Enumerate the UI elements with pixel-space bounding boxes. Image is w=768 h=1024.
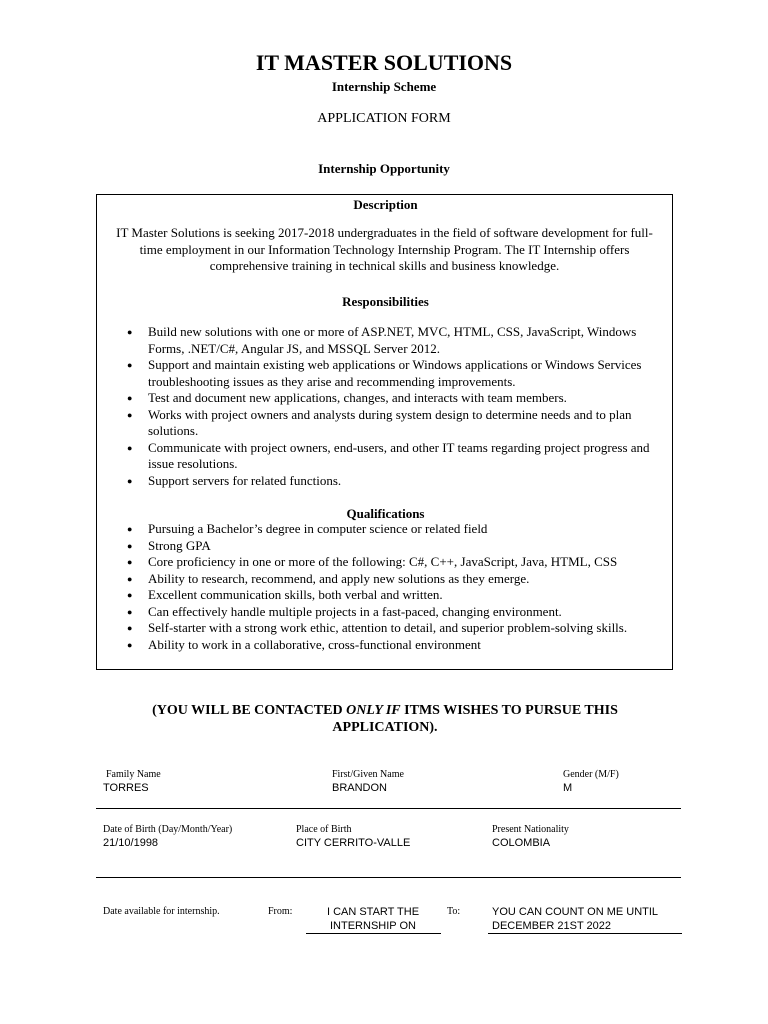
form-title: APPLICATION FORM: [317, 111, 451, 126]
qualification-item: ● Strong GPA: [97, 538, 674, 555]
to-label: To:: [447, 906, 461, 917]
dob-value[interactable]: 21/10/1998: [103, 837, 159, 849]
from-label: From:: [268, 906, 293, 917]
responsibility-item: ● Support and maintain existing web applications or Windows applications or Windows Services troubleshooting issues as they arise and recommending improvements.: [97, 357, 674, 390]
pob-label: Place of Birth: [296, 824, 352, 835]
row-divider: [96, 808, 681, 809]
notice-text-after: ITMS WISHES TO PURSUE THIS APPLICATION).: [332, 703, 618, 735]
from-value[interactable]: I CAN START THE INTERNSHIP ON: [326, 906, 420, 932]
to-value[interactable]: YOU CAN COUNT ON ME UNTIL DECEMBER 21ST 2022: [492, 906, 658, 932]
company-title: IT MASTER SOLUTIONS: [255, 50, 513, 75]
availability-label: Date available for internship.: [103, 906, 220, 917]
responsibilities-list: [97, 324, 674, 489]
scheme-subtitle: Internship Scheme: [331, 79, 437, 94]
qualification-item: ● Can effectively handle multiple projects in a fast-paced, changing environment.: [97, 604, 674, 621]
qualifications-heading: Qualifications: [346, 506, 425, 521]
opportunity-box: [96, 194, 673, 670]
qualification-item: ● Self-starter with a strong work ethic, attention to detail, and superior problem-solving skills.: [97, 620, 674, 637]
description-text: IT Master Solutions is seeking 2017-2018 undergraduates in the field of software development for full-time employment in our Information Technology Internship Program. The IT Internship offers comprehensive training in technical skills and business knowledge.: [116, 225, 653, 273]
responsibilities-heading: Responsibilities: [342, 294, 429, 309]
responsibility-item: ● Test and document new applications, changes, and interacts with team members.: [97, 390, 674, 407]
qualification-item: ● Ability to research, recommend, and apply new solutions as they emerge.: [97, 571, 674, 588]
gender-value[interactable]: M: [563, 782, 573, 794]
nationality-value[interactable]: COLOMBIA: [492, 837, 551, 849]
given-name-value[interactable]: BRANDON: [332, 782, 388, 794]
family-name-value[interactable]: TORRES: [103, 782, 149, 794]
gender-label: Gender (M/F): [563, 769, 619, 780]
responsibility-item: ● Works with project owners and analysts during system design to determine needs and to plan solutions.: [97, 407, 674, 440]
notice-text-before: (YOU WILL BE CONTACTED: [152, 703, 347, 718]
nationality-label: Present Nationality: [492, 824, 569, 835]
responsibility-item: ● Build new solutions with one or more of ASP.NET, MVC, HTML, CSS, JavaScript, Windows Forms, .NET/C#, Angular JS, and MSSQL Server 2012.: [97, 324, 674, 357]
description-heading: Description: [353, 197, 418, 212]
pob-value[interactable]: CITY CERRITO-VALLE: [296, 837, 411, 849]
family-name-label: Family Name: [106, 769, 161, 780]
given-name-label: First/Given Name: [332, 769, 404, 780]
qualification-item: ● Core proficiency in one or more of the following: C#, C++, JavaScript, Java, HTML, CSS: [97, 554, 674, 571]
responsibility-item: ● Support servers for related functions.: [97, 473, 674, 490]
opportunity-heading: Internship Opportunity: [318, 161, 450, 176]
qualification-item: ● Ability to work in a collaborative, cross-functional environment: [97, 637, 674, 654]
row-divider: [96, 877, 681, 878]
qualification-item: ● Pursuing a Bachelor’s degree in computer science or related field: [97, 521, 674, 538]
notice-emphasis: ONLY IF: [346, 703, 401, 718]
contact-notice: [150, 702, 620, 736]
to-underline: [488, 933, 682, 934]
dob-label: Date of Birth (Day/Month/Year): [103, 824, 233, 835]
qualifications-list: [97, 521, 674, 653]
qualification-item: ● Excellent communication skills, both verbal and written.: [97, 587, 674, 604]
responsibility-item: ● Communicate with project owners, end-users, and other IT teams regarding project progress and issue resolutions.: [97, 440, 674, 473]
from-underline: [306, 933, 441, 934]
